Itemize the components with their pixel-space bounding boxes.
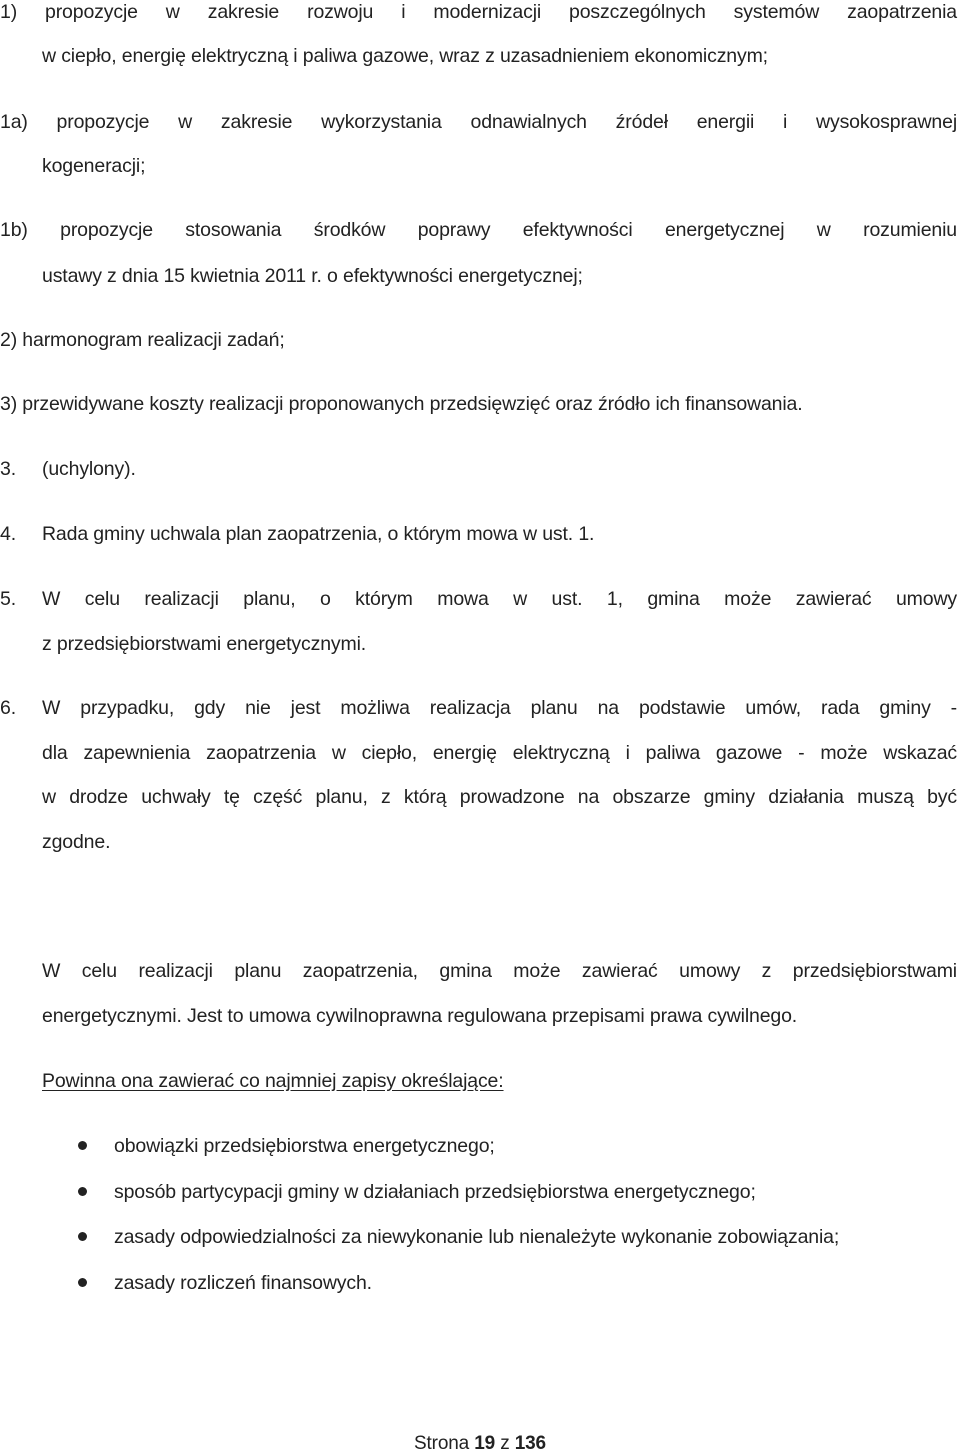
point-5-line-2: z przedsiębiorstwami energetycznymi.: [42, 633, 367, 655]
item-1a-line-1: 1a) propozycje w zakresie wykorzystania odnawialnych źródeł energii i wysokosprawnej: [0, 111, 957, 133]
bullet-item-2: sposób partycypacji gminy w działaniach przedsiębiorstwa energetycznego;: [114, 1181, 756, 1203]
point-6-line-1: W przypadku, gdy nie jest możliwa realizacja planu na podstawie umów, rada gminy -: [42, 697, 957, 719]
point-6-line-4: zgodne.: [42, 831, 111, 853]
point-6-line-3: w drodze uchwały tę część planu, z którą prowadzone na obszarze gminy działania muszą być: [42, 786, 957, 808]
paragraph-line-1: W celu realizacji planu zaopatrzenia, gmina może zawierać umowy z przedsiębiorstwami: [42, 960, 957, 982]
footer-total-pages: 136: [514, 1433, 546, 1454]
paragraph-line-2: energetycznymi. Jest to umowa cywilnoprawna regulowana przepisami prawa cywilnego.: [42, 1005, 798, 1027]
point-5-line-1: W celu realizacji planu, o którym mowa w ust. 1, gmina może zawierać umowy: [42, 588, 957, 610]
item-1a-line-2: kogeneracji;: [42, 155, 146, 177]
point-6-number: 6.: [0, 697, 16, 719]
item-1-line-2: w ciepło, energię elektryczną i paliwa gazowe, wraz z uzasadnieniem ekonomicznym;: [42, 45, 768, 67]
footer-page-number: 19: [474, 1433, 496, 1454]
section-heading: Powinna ona zawierać co najmniej zapisy określające:: [42, 1070, 504, 1092]
page-footer: [0, 1432, 960, 1456]
point-3-number: 3.: [0, 458, 16, 480]
point-5-number: 5.: [0, 588, 16, 610]
item-2: 2) harmonogram realizacji zadań;: [0, 329, 285, 351]
bullet-item-3: zasady odpowiedzialności za niewykonanie lub nienależyte wykonanie zobowiązania;: [114, 1226, 840, 1248]
item-1b-line-1: 1b) propozycje stosowania środków poprawy efektywności energetycznej w rozumieniu: [0, 219, 957, 241]
bullet-dot-icon: [78, 1141, 87, 1150]
bullet-item-1: obowiązki przedsiębiorstwa energetycznego;: [114, 1135, 495, 1157]
item-3: 3) przewidywane koszty realizacji proponowanych przedsięwzięć oraz źródło ich finansowania.: [0, 393, 803, 415]
bullet-dot-icon: [78, 1278, 87, 1287]
point-4-number: 4.: [0, 523, 16, 545]
point-3-text: (uchylony).: [42, 458, 136, 480]
footer-separator: z: [500, 1433, 510, 1454]
item-1-line-1: 1) propozycje w zakresie rozwoju i modernizacji poszczególnych systemów zaopatrzenia: [0, 1, 957, 23]
footer-prefix: Strona: [414, 1433, 470, 1454]
point-6-line-2: dla zapewnienia zaopatrzenia w ciepło, energię elektryczną i paliwa gazowe - może wskazać: [42, 742, 957, 764]
point-4-text: Rada gminy uchwala plan zaopatrzenia, o którym mowa w ust. 1.: [42, 523, 595, 545]
bullet-dot-icon: [78, 1187, 87, 1196]
bullet-item-4: zasady rozliczeń finansowych.: [114, 1272, 372, 1294]
bullet-dot-icon: [78, 1232, 87, 1241]
item-1b-line-2: ustawy z dnia 15 kwietnia 2011 r. o efektywności energetycznej;: [42, 265, 583, 287]
